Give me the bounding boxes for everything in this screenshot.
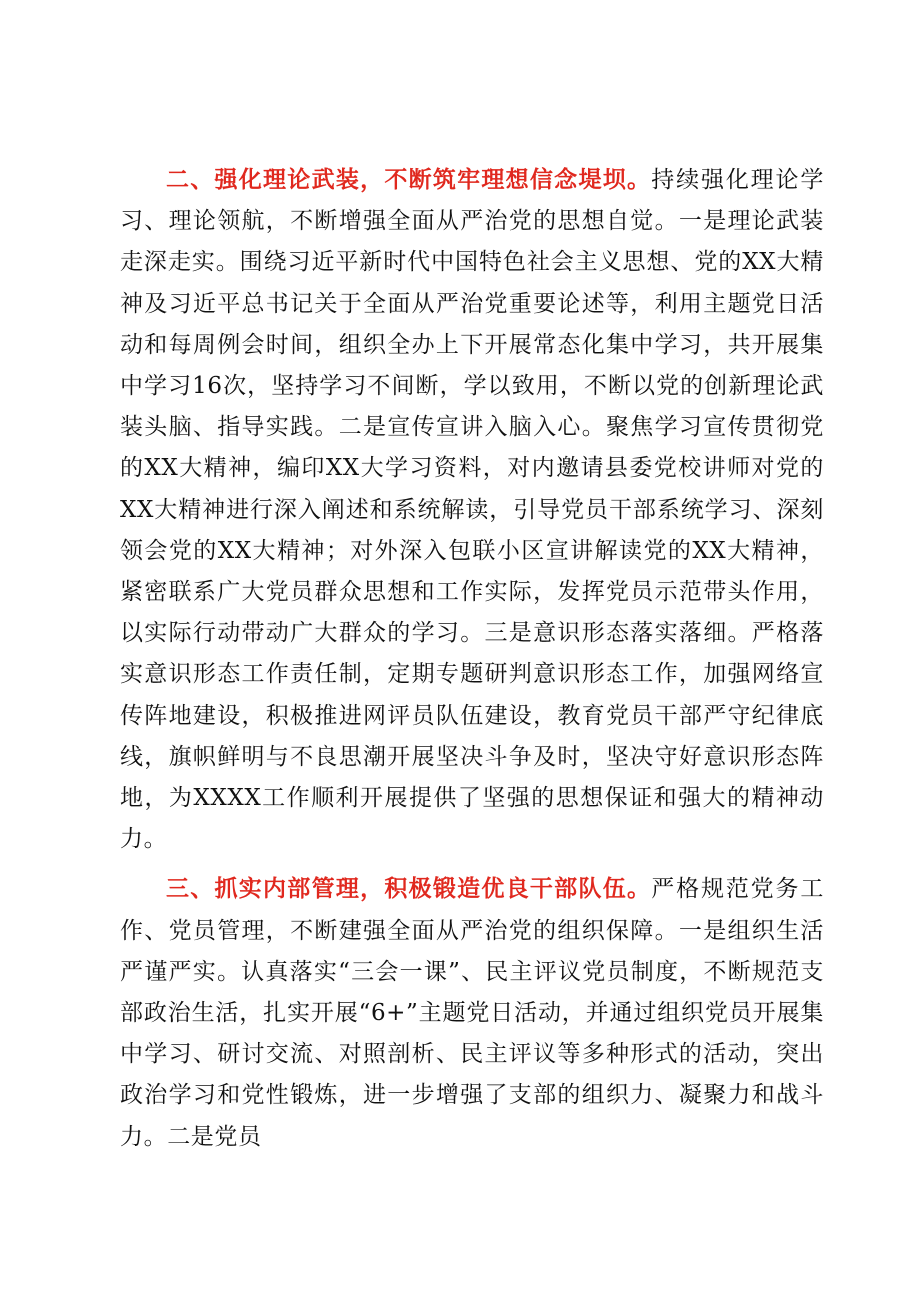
paragraph-theory-armament [120,160,824,860]
paragraph-body: 持续强化理论学习、理论领航，不断增强全面从严治党的思想自觉。一是理论武装走深走实。围绕习近平新时代中国特色社会主义思想、党的XX大精神及习近平总书记关于全面从严治党重要论述等，利用主题党日活动和每周例会时间，组织全办上下开展常态化集中学习，共开展集中学习16次，坚持学习不间断，学以致用，不断以党的创新理论武装头脑、指导实践。二是宣传宣讲入脑入心。聚焦学习宣传贯彻党的XX大精神，编印XX大学习资料，对内邀请县委党校讲师对党的XX大精神进行深入阐述和系统解读，引导党员干部系统学习、深刻领会党的XX大精神；对外深入包联小区宣讲解读党的XX大精神，紧密联系广大党员群众思想和工作实际，发挥党员示范带头作用，以实际行动带动广大群众的学习。三是意识形态落实落细。严格落实意识形态工作责任制，定期专题研判意识形态工作，加强网络宣传阵地建设，积极推进网评员队伍建设，教育党员干部严守纪律底线，旗帜鲜明与不良思潮开展坚决斗争及时，坚决守好意识形态阵地，为XXXX工作顺利开展提供了坚强的思想保证和强大的精神动力。 [120,167,825,853]
document-page [120,160,824,1167]
section-heading-3: 三、抓实内部管理，积极锻造优良干部队伍。 [166,876,652,903]
section-heading-2: 二、强化理论武装，不断筑牢理想信念堤坝。 [166,167,652,193]
paragraph-body: 严格规范党务工作、党员管理，不断建强全面从严治党的组织保障。一是组织生活严谨严实。认真落实“三会一课”、民主评议党员制度，不断规范支部政治生活，扎实开展“6+”主题党日活动，并通过组织党员开展集中学习、研讨交流、对照剖析、民主评议等多种形式的活动，突出政治学习和党性锻炼，进一步增强了支部的组织力、凝聚力和战斗力。二是党员 [120,876,825,1150]
paragraph-internal-management [120,869,824,1157]
